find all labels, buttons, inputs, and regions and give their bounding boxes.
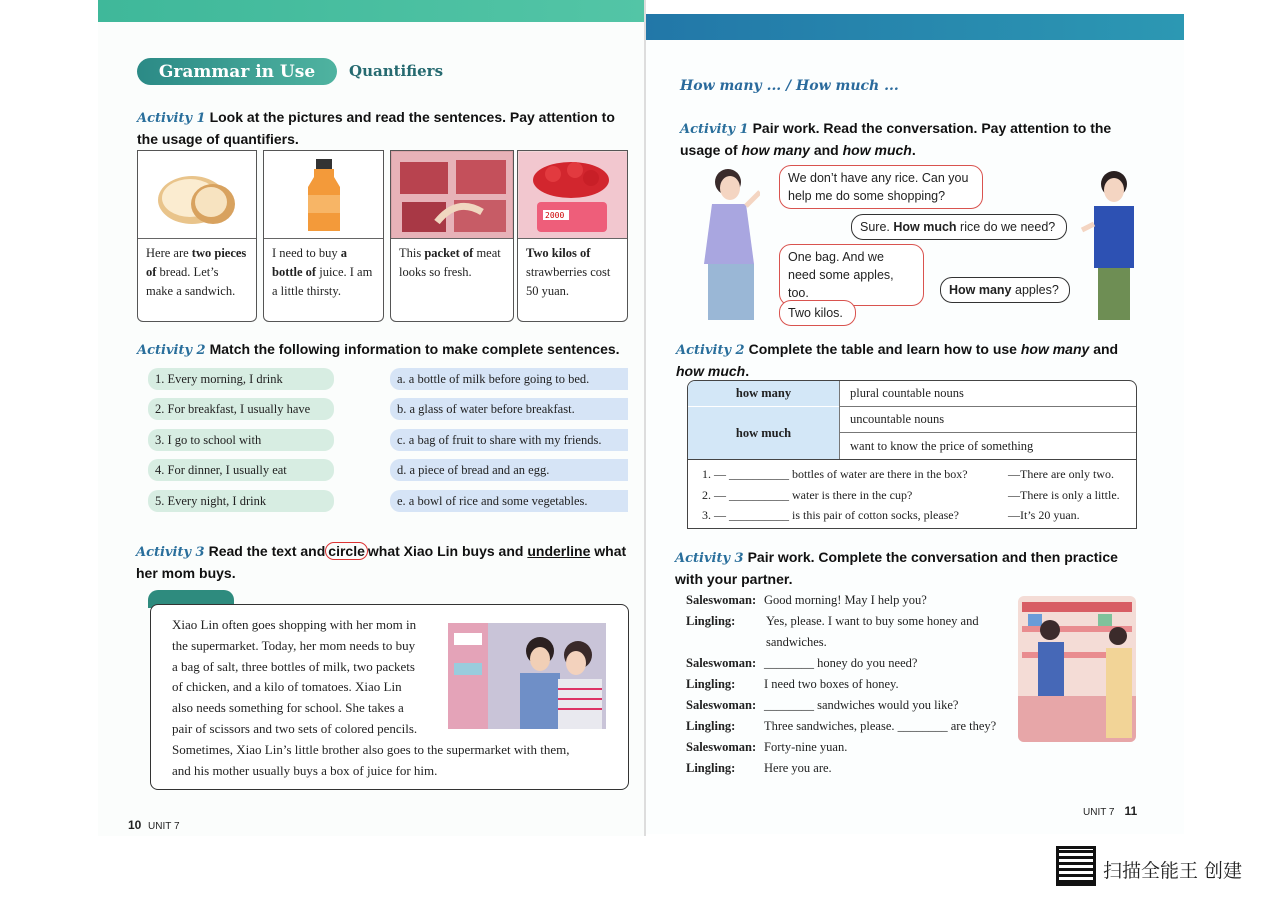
card-strawberries: [517, 150, 628, 322]
quantifiers-subtitle: Quantifiers: [349, 62, 444, 80]
supermarket-photo: [448, 623, 606, 729]
right-activity1-heading: Activity 1 Pair work. Read the conversation. Pay attention to the usage of how many and how much.: [680, 120, 1112, 158]
reading-passage-box: [150, 604, 629, 790]
strawberries-scale-image: [518, 151, 627, 239]
grammar-in-use-banner: Grammar in Use: [137, 58, 337, 85]
dialogue: Saleswoman: Good morning! May I help you? Lingling: Yes, please. I want to buy some honey and sandwiches. Saleswoman: ________ honey do you need? Lingling: I need two boxes of honey. Saleswoman: ________ sandwiches would you like? Lingling: Three sandwiches, please. ________ are they? Saleswoman: Forty-nine yuan. Lingling: Here you are.: [686, 593, 997, 775]
card-caption: Here are two pieces of bread. Let’s make a sandwich.: [146, 246, 247, 298]
match-left-3[interactable]: 3. I go to school with: [148, 429, 334, 451]
camscanner-watermark: 扫描全能王 创建: [1103, 860, 1243, 882]
card-caption: Two kilos of strawberries cost 50 yuan.: [526, 246, 611, 298]
activity-label: Activity 1: [680, 122, 749, 137]
speech-bubble-son-1: Sure. How much rice do we need?: [851, 214, 1067, 240]
card-caption: I need to buy a bottle of juice. I am a little thirsty.: [272, 246, 373, 298]
speech-bubble-mother-2: One bag. And we need some apples, too.: [779, 244, 924, 306]
table-row-price: want to know the price of something: [839, 433, 1137, 459]
activity-text: Look at the pictures and read the sentences. Pay attention to the usage of quantifiers.: [137, 109, 615, 147]
left-activity2-heading: [137, 339, 632, 361]
activity-label: Activity 2: [137, 343, 206, 358]
fill-answer: —There is only a little.: [1008, 487, 1120, 502]
card-juice: [263, 150, 384, 322]
fill-question: 2. — __________ water is there in the cup?: [702, 487, 913, 502]
card-bread: [137, 150, 257, 322]
table-row-plural: plural countable nouns: [839, 381, 1137, 407]
speech-bubble-son-2: How many apples?: [940, 277, 1070, 303]
fill-answer: —There are only two.: [1008, 467, 1114, 481]
activity-label: Activity 2: [676, 343, 745, 358]
match-right-e[interactable]: e. a bowl of rice and some vegetables.: [390, 490, 628, 512]
right-activity3-heading: [675, 547, 1145, 590]
card-caption: This packet of meat looks so fresh.: [399, 246, 501, 279]
match-left-2[interactable]: 2. For breakfast, I usually have: [148, 398, 334, 420]
reading-long-lines: Sometimes, Xiao Lin’s little brother also goes to the supermarket with them, and his mother usually buys a box of juice for him.: [172, 742, 570, 778]
left-activity1-heading: [137, 107, 627, 150]
match-right-a[interactable]: a. a bottle of milk before going to bed.: [390, 368, 628, 390]
how-many-much-table: [687, 380, 1137, 529]
fill-question: 1. — __________ bottles of water are there in the box?: [702, 467, 968, 481]
activity-label: Activity 3: [136, 545, 205, 560]
match-left-1[interactable]: 1. Every morning, I drink: [148, 368, 334, 390]
fill-questions: [702, 464, 968, 526]
mother-figure: [700, 166, 760, 322]
meat-packet-image: [391, 151, 513, 239]
circle-word: circle: [325, 542, 368, 560]
card-meat: [390, 150, 514, 322]
how-much-cell: how much: [688, 407, 839, 459]
match-right-d[interactable]: d. a piece of bread and an egg.: [390, 459, 628, 481]
shop-illustration: [1018, 596, 1136, 742]
bread-image: [138, 151, 256, 239]
match-right-b[interactable]: b. a glass of water before breakfast.: [390, 398, 628, 420]
right-footer: UNIT 7 11: [1083, 804, 1138, 818]
match-left-4[interactable]: 4. For dinner, I usually eat: [148, 459, 334, 481]
left-footer: 10 UNIT 7: [128, 818, 180, 832]
fill-answer: —It’s 20 yuan.: [1008, 508, 1080, 522]
underline-word: underline: [527, 543, 591, 559]
activity-label: Activity 3: [675, 551, 744, 566]
how-many-how-much-title: How many ... / How much ...: [680, 78, 899, 94]
match-right-c[interactable]: c. a bag of fruit to share with my friends.: [390, 429, 628, 451]
speech-bubble-mother-3: Two kilos.: [779, 300, 856, 326]
fill-answers: [1008, 464, 1120, 526]
fill-question: 3. — __________ is this pair of cotton socks, please?: [702, 508, 959, 522]
activity-text: Pair work. Complete the conversation and then practice with your partner.: [675, 549, 1118, 587]
right-activity2-heading: Activity 2 Complete the table and learn how to use how many and how much.: [676, 341, 1119, 379]
match-left-5[interactable]: 5. Every night, I drink: [148, 490, 334, 512]
svg-text:2000: 2000: [544, 210, 564, 220]
qr-code-icon: [1056, 846, 1096, 886]
left-activity3-heading: Activity 3 Read the text and circle what Xiao Lin buys and underline what her mom buys.: [136, 543, 627, 581]
how-many-cell: how many: [688, 381, 839, 407]
activity-label: Activity 1: [137, 111, 206, 126]
table-row-uncountable: uncountable nouns: [839, 407, 1137, 433]
reading-short-lines: Xiao Lin often goes shopping with her mom in the supermarket. Today, her mom needs to buy a bag of salt, three bottles of milk, two packets of chicken, and a kilo of tomatoes. Xiao Lin also needs something for school. She takes a pair of scissors and two sets of colored pencils.: [172, 617, 418, 736]
table-divider: [688, 459, 1137, 460]
speech-bubble-mother-1: We don’t have any rice. Can you help me do some shopping?: [779, 165, 983, 209]
activity-text: Match the following information to make complete sentences.: [209, 341, 620, 357]
son-figure: [1080, 168, 1144, 322]
juice-bottle-image: [264, 151, 383, 239]
